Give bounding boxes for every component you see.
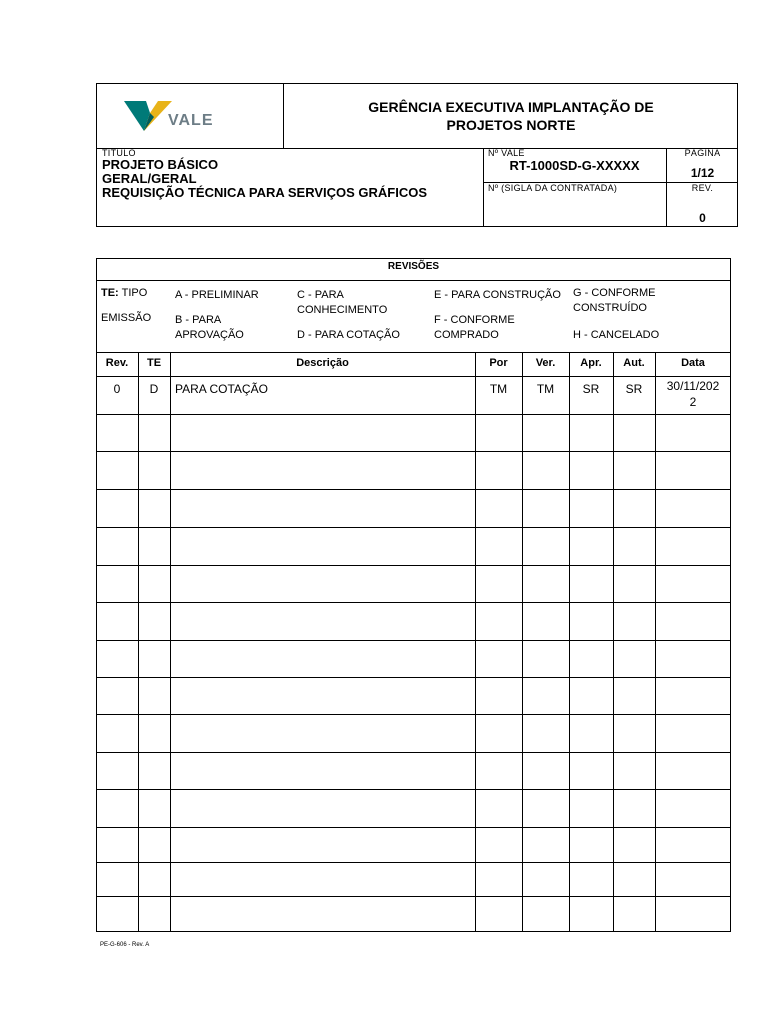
header-title-line1: GERÊNCIA EXECUTIVA IMPLANTAÇÃO DE (368, 99, 654, 115)
legend-e: E - PARA CONSTRUÇÃO (434, 289, 561, 301)
row0-data (655, 378, 731, 410)
vale-logo (124, 99, 224, 133)
row0-descricao: PARA COTAÇÃO (175, 382, 268, 396)
legend-b-line2: APROVAÇÃO (175, 329, 244, 341)
grid-row-line (96, 827, 731, 828)
legend-g-line1: G - CONFORME (573, 287, 656, 299)
legend-f-line1: F - CONFORME (434, 314, 515, 326)
col-apr-header: Apr. (580, 357, 602, 369)
titulo-label: TÍTULO (102, 148, 136, 158)
revisoes-title: REVISÕES (387, 261, 440, 272)
grid-row-line (96, 896, 731, 897)
legend-f-line2: COMPRADO (434, 329, 499, 341)
col-data-header: Data (681, 357, 705, 369)
row0-apr: SR (582, 382, 600, 396)
grid-col-line (138, 352, 139, 931)
header-title (284, 98, 738, 134)
company-name: VALE (168, 112, 214, 129)
legend-g-line2: CONSTRUÍDO (573, 302, 647, 314)
grid-row-line (96, 677, 731, 678)
row0-data-line1: 30/11/202 (666, 379, 720, 393)
grid-row-line (96, 451, 731, 452)
col-te-header: TE (146, 357, 162, 369)
row0-ver: TM (536, 382, 555, 396)
legend-d: D - PARA COTAÇÃO (297, 329, 400, 341)
col-ver-header: Ver. (535, 357, 556, 369)
te-label-emissao: EMISSÃO (101, 312, 152, 324)
legend-c (297, 288, 387, 318)
legend-c-line2: CONHECIMENTO (297, 304, 388, 316)
legend-b (175, 313, 244, 343)
grid-row-line (96, 527, 731, 528)
pagina-value: 1/12 (690, 166, 715, 180)
te-label (101, 286, 147, 301)
revisoes-title-line (96, 280, 731, 281)
row0-por: TM (489, 382, 508, 396)
legend-h: H - CANCELADO (573, 329, 660, 341)
col-descricao-header: Descrição (296, 357, 349, 369)
sigla-label: Nº (SIGLA DA CONTRATADA) (488, 183, 618, 193)
grid-row-line (96, 602, 731, 603)
legend-a: A - PRELIMINAR (175, 289, 259, 301)
col-por-header: Por (489, 357, 508, 369)
grid-row-line (96, 714, 731, 715)
row0-rev: 0 (113, 382, 121, 396)
row0-te: D (149, 382, 159, 396)
grid-col-line (613, 352, 614, 931)
title-line3: REQUISIÇÃO TÉCNICA PARA SERVIÇOS GRÁFICOS (102, 185, 428, 200)
title-line2: GERAL/GERAL (102, 171, 197, 186)
grid-row-line (96, 414, 731, 415)
grid-col-line (569, 352, 570, 931)
rev-label: REV. (691, 183, 714, 193)
footer-code: PE-G-606 - Rev. A (100, 942, 150, 948)
te-label-rest: TIPO (121, 287, 148, 299)
grid-row-line (96, 376, 731, 377)
te-label-bold: TE: (101, 287, 119, 299)
col-aut-header: Aut. (623, 357, 645, 369)
title-line1: PROJETO BÁSICO (102, 157, 219, 172)
grid-row-line (96, 565, 731, 566)
grid-row-line (96, 489, 731, 490)
legend-f (434, 313, 515, 343)
col-rev-header: Rev. (105, 357, 129, 369)
grid-row-line (96, 862, 731, 863)
nvale-label: Nº VALE (488, 148, 525, 158)
grid-row-line (96, 640, 731, 641)
legend-c-line1: C - PARA (297, 289, 344, 301)
row0-data-line2: 2 (689, 395, 697, 409)
grid-col-line (522, 352, 523, 931)
grid-col-line (655, 352, 656, 931)
grid-row-line (96, 752, 731, 753)
grid-row-line (96, 789, 731, 790)
nvale-value: RT-1000SD-G-XXXXX (509, 158, 640, 173)
header-bottom-line (96, 148, 738, 149)
document-title (102, 158, 427, 200)
legend-bottom-line (96, 352, 731, 353)
row0-aut: SR (625, 382, 643, 396)
legend-g (573, 286, 656, 316)
grid-col-line (170, 352, 171, 931)
pagina-label: PÁGINA (684, 148, 721, 158)
legend-b-line1: B - PARA (175, 314, 222, 326)
rev-value: 0 (699, 211, 706, 225)
header-title-line2: PROJETOS NORTE (446, 117, 576, 133)
grid-col-line (475, 352, 476, 931)
